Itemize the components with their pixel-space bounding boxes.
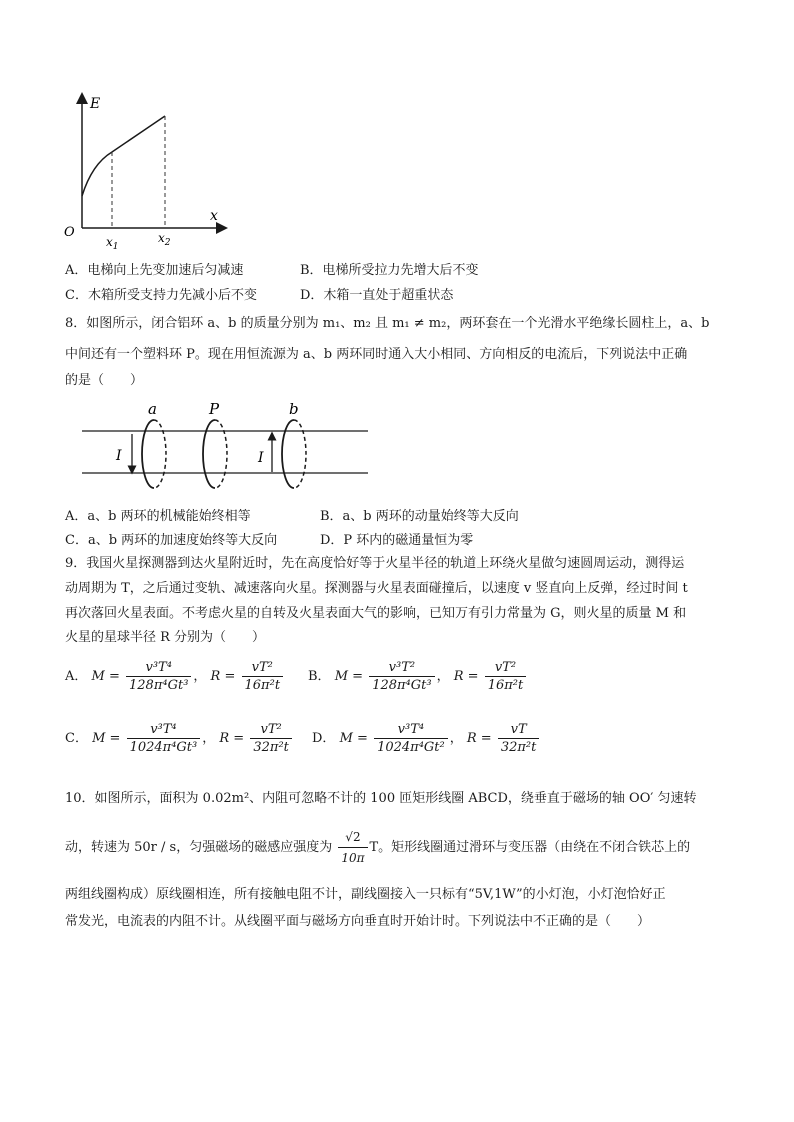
q9-option-a: A． M = $\frac{\text{v³T⁴}}{\text{128π⁴Gt³}}$ ， R = $\frac{\text{vT²}}{\text{16π²t}}$ [65,660,285,693]
q8-option-d: D．P 环内的磁通量恒为零 [320,533,474,548]
label-a: a [148,400,157,418]
q9-b-m-numerator: v³T² [369,660,434,677]
x-axis-label: x [210,208,218,224]
q7-option-a: A．电梯向上先变加速后匀减速 [65,263,244,278]
q9-a-m-numerator: v³T⁴ [126,660,191,677]
q9-c-r-numerator: vT² [250,722,292,739]
q10-stem-line-3: 两组线圈构成）原线圈相连，所有接触电阻不计，副线圈接入一只标有“5V,1W”的小灯泡，小灯泡恰好正 [65,887,666,902]
q8-option-a: A．a、b 两环的机械能始终相等 [65,509,251,524]
q10-b-denominator: 10π [341,851,365,865]
q9-d-m-denominator: 1024π⁴Gt² [377,740,445,755]
x1-label: $x_1$ [106,235,119,252]
e-x-curve [82,116,165,196]
q9-d-m-numerator: v³T⁴ [374,722,448,739]
ring-a [142,420,166,488]
q9-a-m-denominator: 128π⁴Gt³ [129,678,189,693]
q10-stem-line-1: 10．如图所示，面积为 0.02m²、内阻可忽略不计的 100 匝矩形线圈 ABCD，绕垂直于磁场的轴 OO′ 匀速转 [65,791,697,806]
q9-a-r-numerator: vT² [242,660,284,677]
q9-b-m-denominator: 128π⁴Gt³ [372,678,432,693]
q8-stem-line-3: 的是（ ） [65,373,144,388]
q7-option-b: B．电梯所受拉力先增大后不变 [300,263,479,278]
rings-on-cylinder-figure [82,400,372,498]
q7-option-d: D．木箱一直处于超重状态 [300,288,454,303]
q9-stem-line-2: 动周期为 T，之后通过变轨、减速落向火星。探测器与火星表面碰撞后，以速度 v 竖直向上反弹，经过时间 t [65,581,688,596]
q8-stem-line-1: 8．如图所示，闭合铝环 a、b 的质量分别为 m₁、m₂ 且 m₁ ≠ m₂，两环套在一个光滑水平绝缘长圆柱上，a、b [65,316,710,331]
origin-label: O [64,225,75,240]
q7-option-c: C．木箱所受支持力先减小后不变 [65,288,257,303]
q9-option-b: B． M = $\frac{\text{v³T²}}{\text{128π⁴Gt³}}$ ， R = $\frac{\text{vT²}}{\text{16π²t}}$ [308,660,528,693]
q10-b-numerator: √2 [338,828,367,848]
ring-p [203,420,227,488]
label-b: b [289,400,299,418]
current-label-left: I [116,448,122,464]
q10-stem-line-2: 动，转速为 50r / s，匀强磁场的磁感应强度为 $\frac{√2}{10\pi}$ T。矩形线圈通过滑环与变压器（由绕在不闭合铁芯上的 [65,830,691,865]
x2-label: $x_2$ [158,231,171,248]
q9-option-c: C． M = $\frac{\text{v³T⁴}}{\text{1024π⁴Gt³}}$ ， R = $\frac{\text{vT²}}{\text{32π²t}}$ [65,722,294,755]
q9-c-r-denominator: 32π²t [253,740,289,755]
label-p: P [209,400,220,418]
q9-c-m-denominator: 1024π⁴Gt³ [129,740,198,755]
q9-d-r-denominator: 32π²t [500,740,537,755]
q9-c-m-numerator: v³T⁴ [127,722,201,739]
q8-stem-line-2: 中间还有一个塑料环 P。现在用恒流源为 a、b 两环同时通入大小相同、方向相反的电流后，下列说法中正确 [65,347,688,362]
y-axis-label: E [90,96,101,112]
q8-option-b: B．a、b 两环的动量始终等大反向 [320,509,519,524]
q9-option-d: D． M = $\frac{\text{v³T⁴}}{\text{1024π⁴Gt²}}$ ， R = $\frac{vT}{\text{32π²t}}$ [312,722,541,755]
q9-a-r-denominator: 16π²t [244,678,281,693]
q9-b-r-denominator: 16π²t [487,678,524,693]
q9-stem-line-1: 9．我国火星探测器到达火星附近时，先在高度恰好等于火星半径的轨道上环绕火星做匀速圆周运动，测得运 [65,556,685,571]
energy-displacement-graph [60,92,230,252]
q10-stem-line-4: 常发光，电流表的内阻不计。从线圈平面与磁场方向垂直时开始计时。下列说法中不正确的是（ ） [65,914,651,929]
q9-d-r-numerator: vT [498,722,540,739]
q9-stem-line-4: 火星的星球半径 R 分别为（ ） [65,630,266,645]
q9-b-r-numerator: vT² [485,660,527,677]
q8-option-c: C．a、b 两环的加速度始终等大反向 [65,533,278,548]
current-label-right: I [258,450,264,466]
q9-stem-line-3: 再次落回火星表面。不考虑火星的自转及火星表面大气的影响，已知万有引力常量为 G，则火星的质量 M 和 [65,606,687,621]
ring-b [282,420,306,488]
